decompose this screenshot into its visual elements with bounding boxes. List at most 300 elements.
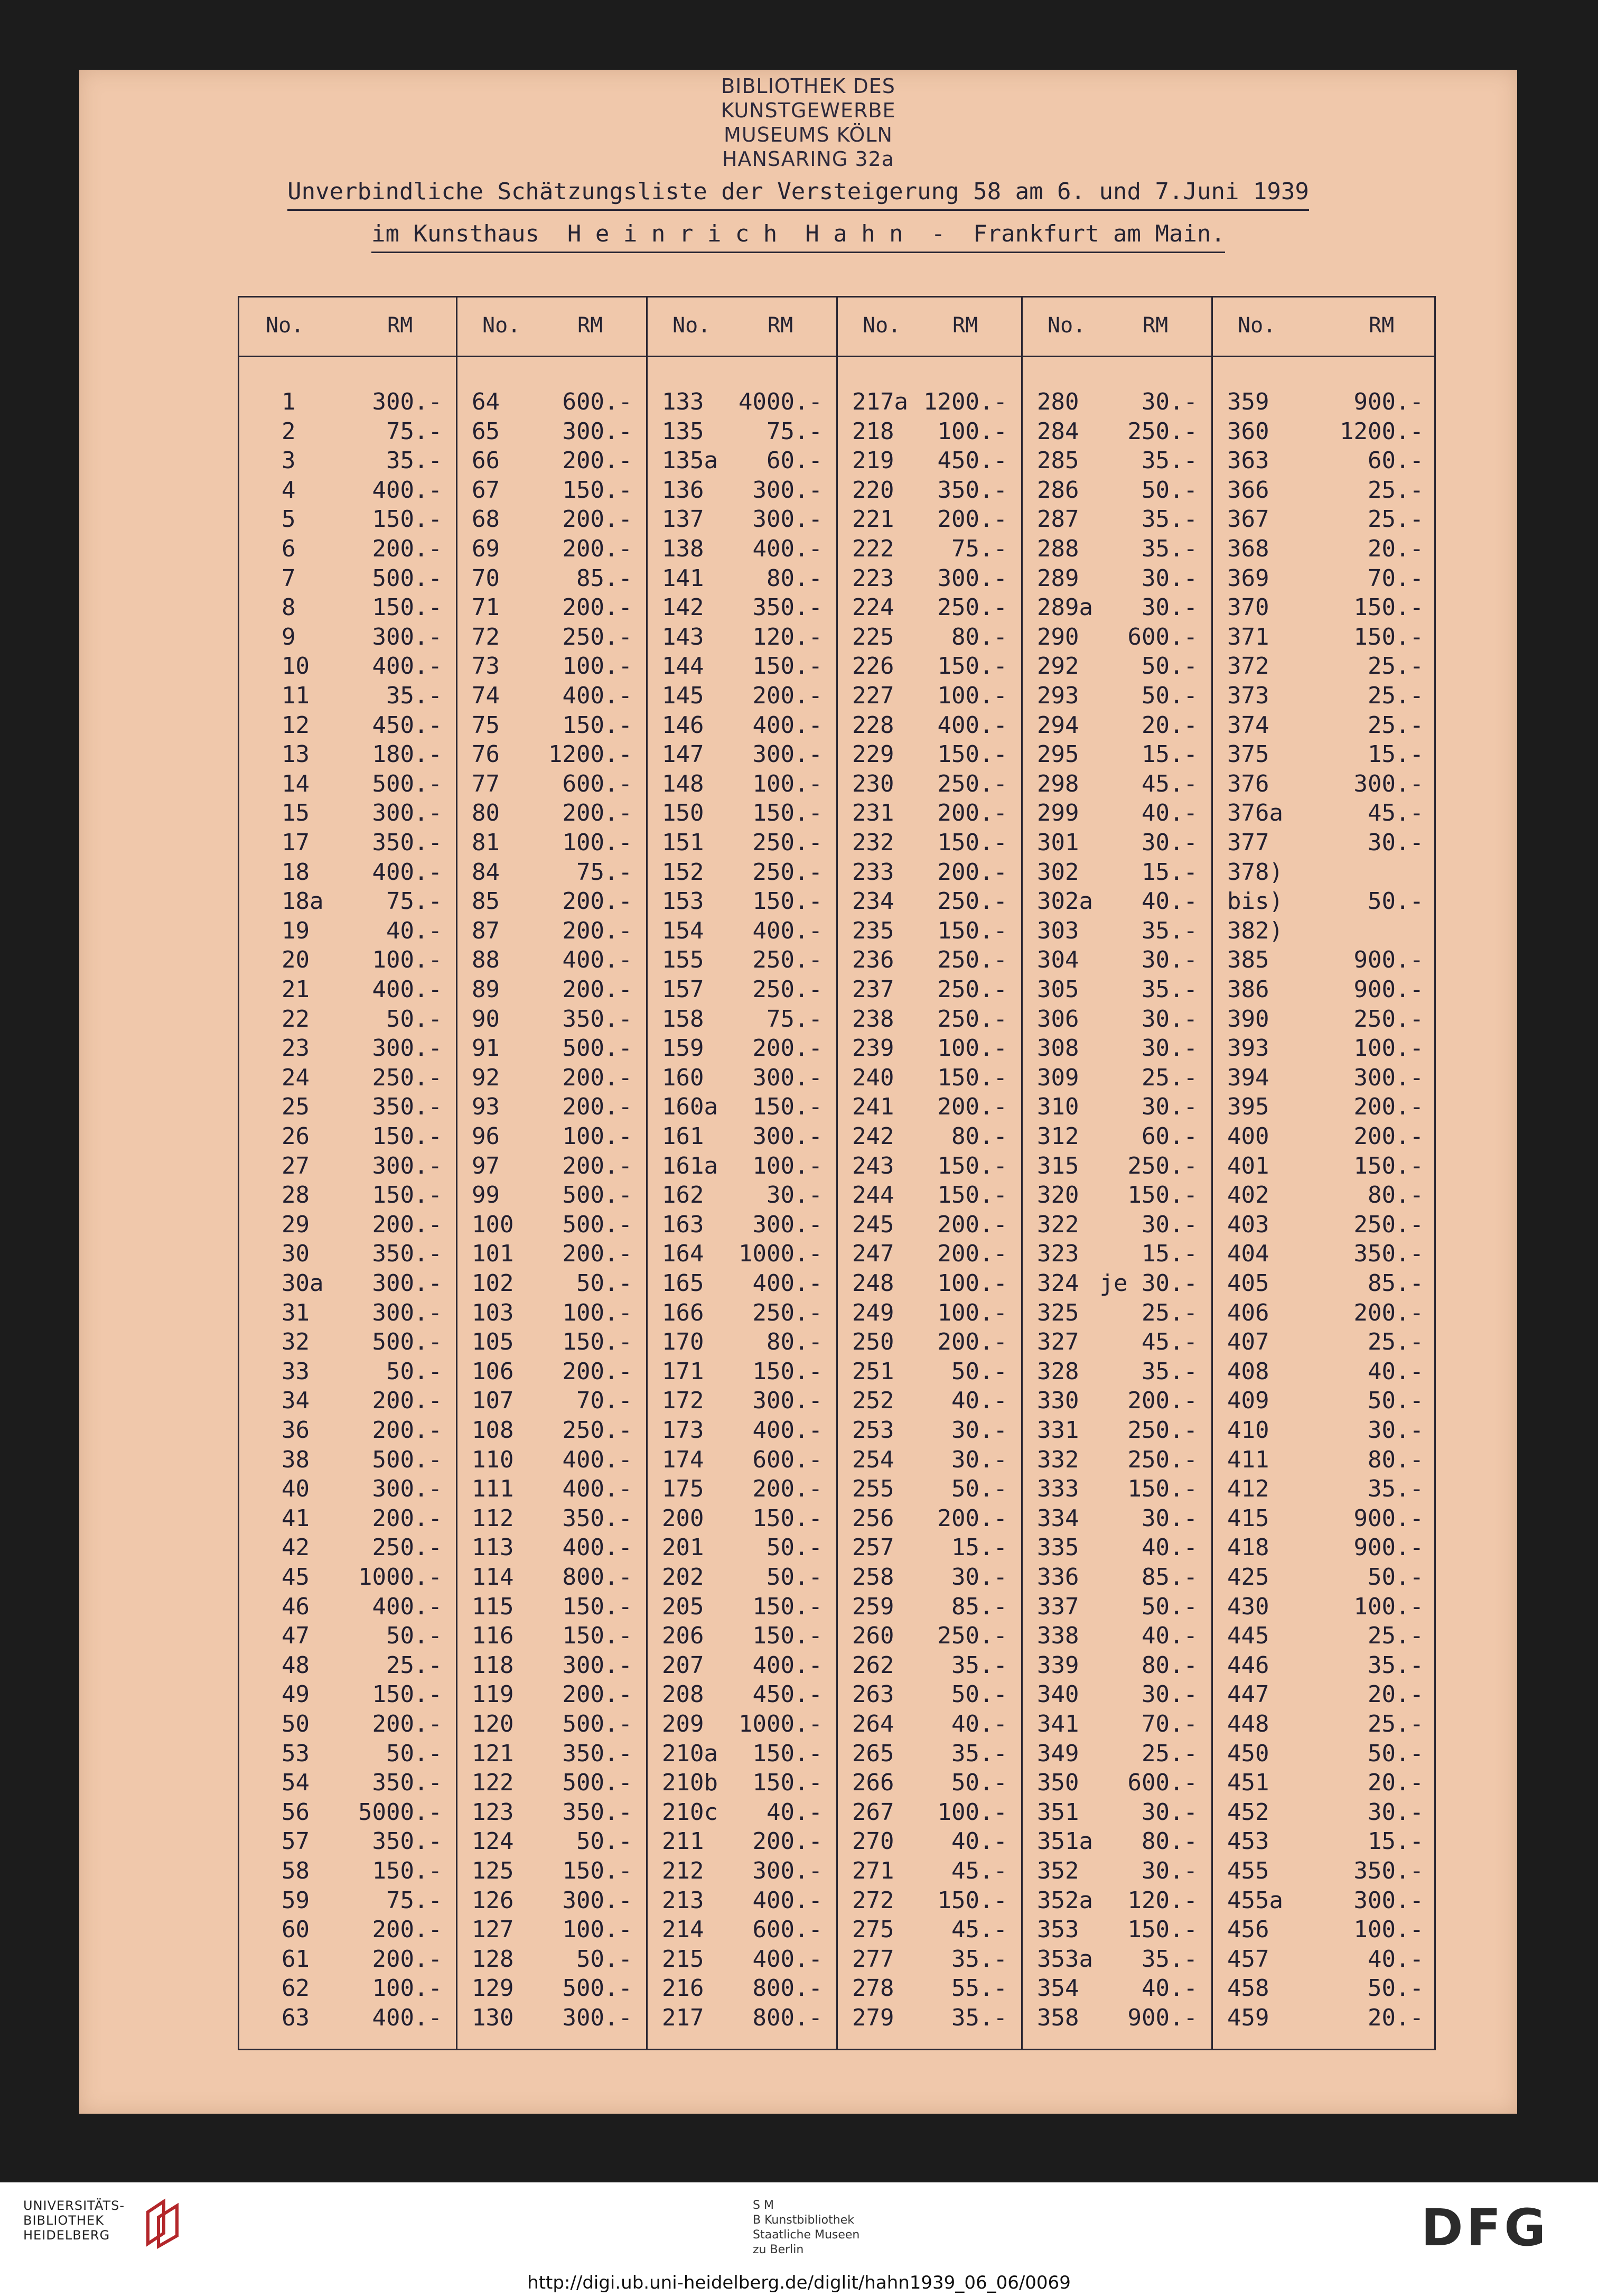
lot-number: 446 bbox=[1227, 1651, 1269, 1679]
lot-number: 81 bbox=[472, 829, 500, 856]
lot-number: 393 bbox=[1227, 1035, 1269, 1062]
stamp-line: HANSARING 32a bbox=[722, 147, 895, 171]
estimate-value: 250.- bbox=[752, 858, 823, 886]
estimate-value: 350.- bbox=[372, 829, 442, 856]
estimate-value: 30.- bbox=[1142, 1005, 1198, 1033]
estimate-value: 60.- bbox=[1142, 1123, 1198, 1150]
lot-number: 76 bbox=[472, 741, 500, 768]
lot-number: 228 bbox=[852, 711, 894, 739]
estimate-value: 400.- bbox=[752, 1417, 823, 1444]
estimate-value: 300.- bbox=[562, 2004, 632, 2031]
lot-number: 6 bbox=[282, 535, 296, 562]
lot-number: 165 bbox=[662, 1270, 704, 1297]
lot-number: 13 bbox=[282, 741, 310, 768]
header-no: No. bbox=[863, 313, 901, 338]
estimate-value: 300.- bbox=[372, 1299, 442, 1326]
column-divider bbox=[836, 298, 838, 2049]
estimate-value: 900.- bbox=[1353, 976, 1424, 1003]
lot-number: 247 bbox=[852, 1240, 894, 1268]
estimate-value: 30.- bbox=[1142, 388, 1198, 415]
estimate-value: 45.- bbox=[1142, 1328, 1198, 1356]
lot-number: 60 bbox=[282, 1916, 310, 1944]
lot-number: 385 bbox=[1227, 946, 1269, 974]
lot-number: 106 bbox=[472, 1358, 514, 1385]
lot-number: 135a bbox=[662, 447, 718, 475]
lot-number: 408 bbox=[1227, 1358, 1269, 1385]
estimate-value: 150.- bbox=[937, 653, 1007, 680]
lot-number: 237 bbox=[852, 976, 894, 1003]
lot-number: 61 bbox=[282, 1945, 310, 1973]
lot-number: 163 bbox=[662, 1211, 704, 1238]
lot-number: 64 bbox=[472, 388, 500, 415]
lot-number: 164 bbox=[662, 1240, 704, 1268]
lot-number: 5 bbox=[282, 506, 296, 533]
lot-number: 410 bbox=[1227, 1417, 1269, 1444]
estimate-value: 40.- bbox=[951, 1387, 1007, 1415]
estimate-value: 25.- bbox=[1368, 682, 1424, 709]
estimate-value: 50.- bbox=[1368, 1564, 1424, 1591]
estimate-value: 150.- bbox=[1353, 1152, 1424, 1179]
lot-number: 175 bbox=[662, 1475, 704, 1503]
lot-number: 378) bbox=[1227, 858, 1283, 886]
lot-number: 287 bbox=[1037, 506, 1079, 533]
estimate-value: 300.- bbox=[372, 623, 442, 650]
lot-number: 152 bbox=[662, 858, 704, 886]
sm-kunstbibliothek-logo bbox=[753, 2198, 859, 2257]
lot-number: 158 bbox=[662, 1005, 704, 1033]
lot-number: 250 bbox=[852, 1328, 894, 1356]
lot-number: 456 bbox=[1227, 1916, 1269, 1944]
estimate-value: 150.- bbox=[752, 1093, 823, 1121]
lot-number: 135 bbox=[662, 417, 704, 445]
lot-number: 34 bbox=[282, 1387, 310, 1415]
estimate-value: 150.- bbox=[372, 1681, 442, 1708]
estimate-value: 20.- bbox=[1368, 535, 1424, 562]
estimate-value: 250.- bbox=[1353, 1005, 1424, 1033]
estimate-value: 100.- bbox=[937, 1798, 1007, 1826]
column-divider bbox=[646, 298, 648, 2049]
lot-number: 264 bbox=[852, 1711, 894, 1737]
lot-number: 119 bbox=[472, 1681, 514, 1708]
lot-number: 457 bbox=[1227, 1945, 1269, 1973]
estimate-value: 200.- bbox=[937, 1240, 1007, 1268]
estimate-value: 300.- bbox=[372, 800, 442, 827]
lot-number: 455a bbox=[1227, 1886, 1283, 1914]
estimate-value: 200.- bbox=[937, 858, 1007, 886]
estimate-value: 15.- bbox=[1142, 858, 1198, 886]
estimate-value: 180.- bbox=[372, 741, 442, 768]
lot-number: 331 bbox=[1037, 1417, 1079, 1444]
lot-number: 121 bbox=[472, 1740, 514, 1767]
lot-number: 280 bbox=[1037, 388, 1079, 415]
lot-number: 233 bbox=[852, 858, 894, 886]
lot-number: 133 bbox=[662, 388, 704, 415]
lot-number: 214 bbox=[662, 1916, 704, 1944]
estimate-value: 200.- bbox=[562, 1064, 632, 1091]
footer-bar bbox=[0, 2182, 1598, 2296]
estimate-value: 50.- bbox=[1142, 653, 1198, 680]
estimate-value: 350.- bbox=[937, 476, 1007, 504]
estimate-value: 500.- bbox=[562, 1211, 632, 1238]
estimate-value: 30.- bbox=[1368, 829, 1424, 856]
estimate-value: 150.- bbox=[372, 1182, 442, 1209]
lot-number: 372 bbox=[1227, 653, 1269, 680]
lot-number: 77 bbox=[472, 770, 500, 797]
estimate-value: 150.- bbox=[562, 711, 632, 739]
lot-number: 404 bbox=[1227, 1240, 1269, 1268]
stamp-line: KUNSTGEWERBE bbox=[721, 99, 896, 122]
lot-number: 112 bbox=[472, 1504, 514, 1532]
lot-number: 21 bbox=[282, 976, 310, 1003]
estimate-value: 35.- bbox=[951, 2004, 1007, 2031]
header-no: No. bbox=[266, 313, 304, 338]
estimate-value: 250.- bbox=[937, 946, 1007, 974]
estimate-value: 350.- bbox=[372, 1093, 442, 1121]
sm-line: Staatliche Museen bbox=[753, 2228, 860, 2242]
lot-number: 88 bbox=[472, 946, 500, 974]
estimate-value: 200.- bbox=[752, 1475, 823, 1503]
estimate-value: 200.- bbox=[562, 506, 632, 533]
estimate-value: 200.- bbox=[1353, 1123, 1424, 1150]
lot-number: 240 bbox=[852, 1064, 894, 1091]
estimate-value: 150.- bbox=[937, 917, 1007, 944]
lot-number: 242 bbox=[852, 1123, 894, 1150]
estimate-value: 100.- bbox=[937, 1299, 1007, 1326]
lot-number: 211 bbox=[662, 1828, 704, 1855]
lot-number: 216 bbox=[662, 1975, 704, 2002]
estimate-value: 200.- bbox=[372, 1417, 442, 1444]
lot-number: 105 bbox=[472, 1328, 514, 1356]
estimate-value: 50.- bbox=[951, 1358, 1007, 1385]
estimate-value: 350.- bbox=[562, 1740, 632, 1767]
lot-number: 295 bbox=[1037, 741, 1079, 768]
estimate-value: 50.- bbox=[386, 1740, 442, 1767]
lot-number: 14 bbox=[282, 770, 310, 797]
lot-number: 24 bbox=[282, 1064, 310, 1091]
estimate-value: 200.- bbox=[937, 800, 1007, 827]
lot-number: 406 bbox=[1227, 1299, 1269, 1326]
lot-number: 298 bbox=[1037, 770, 1079, 797]
lot-number: 368 bbox=[1227, 535, 1269, 562]
estimate-value: 200.- bbox=[372, 1945, 442, 1973]
lot-number: 72 bbox=[472, 623, 500, 650]
lot-number: 123 bbox=[472, 1798, 514, 1826]
lot-number: 301 bbox=[1037, 829, 1079, 856]
header-rm: RM bbox=[952, 313, 978, 338]
lot-number: 30a bbox=[282, 1270, 324, 1297]
estimate-value: 150.- bbox=[937, 1182, 1007, 1209]
lot-number: 9 bbox=[282, 623, 296, 650]
lot-number: 265 bbox=[852, 1740, 894, 1767]
estimate-value: 100.- bbox=[562, 829, 632, 856]
estimate-value: 45.- bbox=[951, 1857, 1007, 1884]
estimate-value: 100.- bbox=[372, 1975, 442, 2002]
lot-number: 84 bbox=[472, 858, 500, 886]
university-emblem-icon bbox=[143, 2196, 190, 2249]
estimate-value: 350.- bbox=[372, 1769, 442, 1797]
lot-number: 209 bbox=[662, 1711, 704, 1737]
lot-number: 270 bbox=[852, 1828, 894, 1855]
estimate-value: 40.- bbox=[1142, 1975, 1198, 2002]
lot-number: 108 bbox=[472, 1417, 514, 1444]
estimate-value: 250.- bbox=[937, 976, 1007, 1003]
estimate-value: 120.- bbox=[752, 623, 823, 650]
lot-number: 359 bbox=[1227, 388, 1269, 415]
lot-number: 144 bbox=[662, 653, 704, 680]
lot-number: 223 bbox=[852, 564, 894, 592]
estimate-value: 70.- bbox=[1368, 564, 1424, 592]
estimate-value: 150.- bbox=[752, 653, 823, 680]
estimate-value: 150.- bbox=[752, 1358, 823, 1385]
lot-number: 171 bbox=[662, 1358, 704, 1385]
lot-number: 66 bbox=[472, 447, 500, 475]
lot-number: 394 bbox=[1227, 1064, 1269, 1091]
estimate-value: 200.- bbox=[562, 976, 632, 1003]
lot-number: 244 bbox=[852, 1182, 894, 1209]
lot-number: 130 bbox=[472, 2004, 514, 2031]
lot-number: 376 bbox=[1227, 770, 1269, 797]
column-divider bbox=[1211, 298, 1213, 2049]
lot-number: 50 bbox=[282, 1711, 310, 1737]
estimate-value: 350.- bbox=[562, 1005, 632, 1033]
estimate-value: 900.- bbox=[1127, 2004, 1198, 2031]
estimate-value: 300.- bbox=[752, 1211, 823, 1238]
lot-number: 212 bbox=[662, 1857, 704, 1884]
estimate-value: 30.- bbox=[1142, 594, 1198, 621]
lot-number: 206 bbox=[662, 1622, 704, 1650]
lot-number: 10 bbox=[282, 653, 310, 680]
lot-number: 71 bbox=[472, 594, 500, 621]
estimate-value: 250.- bbox=[752, 946, 823, 974]
estimate-value: 35.- bbox=[1368, 1651, 1424, 1679]
lot-number: 382) bbox=[1227, 917, 1283, 944]
lot-number: 17 bbox=[282, 829, 310, 856]
document-title bbox=[79, 178, 1517, 205]
lot-number: 267 bbox=[852, 1798, 894, 1826]
lot-number: 289a bbox=[1037, 594, 1093, 621]
estimate-value: 400.- bbox=[752, 1886, 823, 1914]
estimate-value: 75.- bbox=[386, 1886, 442, 1914]
lot-number: 335 bbox=[1037, 1534, 1079, 1561]
estimate-value: 50.- bbox=[576, 1828, 632, 1855]
estimate-value: 35.- bbox=[1142, 1945, 1198, 1973]
lot-number: 23 bbox=[282, 1035, 310, 1062]
estimate-value: 35.- bbox=[951, 1651, 1007, 1679]
lot-number: 154 bbox=[662, 917, 704, 944]
lot-number: 275 bbox=[852, 1916, 894, 1944]
lot-number: 138 bbox=[662, 535, 704, 562]
estimate-value: 300.- bbox=[752, 741, 823, 768]
estimate-value: 200.- bbox=[562, 594, 632, 621]
lot-number: 115 bbox=[472, 1593, 514, 1620]
lot-number: 155 bbox=[662, 946, 704, 974]
lot-number: 80 bbox=[472, 800, 500, 827]
lot-number: 221 bbox=[852, 506, 894, 533]
lot-number: 73 bbox=[472, 653, 500, 680]
estimate-value: 400.- bbox=[562, 1446, 632, 1473]
lot-number: 258 bbox=[852, 1564, 894, 1591]
lot-number: 304 bbox=[1037, 946, 1079, 974]
estimate-value: 600.- bbox=[562, 388, 632, 415]
estimate-value: 400.- bbox=[752, 535, 823, 562]
estimate-value: 40.- bbox=[1368, 1358, 1424, 1385]
lot-number: 67 bbox=[472, 476, 500, 504]
lot-number: 425 bbox=[1227, 1564, 1269, 1591]
lot-number: 315 bbox=[1037, 1152, 1079, 1179]
estimate-value: 100.- bbox=[1353, 1593, 1424, 1620]
estimate-value: 75.- bbox=[767, 1005, 823, 1033]
estimate-value: 200.- bbox=[752, 1828, 823, 1855]
lot-number: 249 bbox=[852, 1299, 894, 1326]
header-no: No. bbox=[1238, 313, 1276, 338]
estimate-value: 50.- bbox=[1368, 888, 1424, 915]
estimate-value: 70.- bbox=[576, 1387, 632, 1415]
estimate-value: 400.- bbox=[372, 1593, 442, 1620]
column-divider bbox=[1021, 298, 1023, 2049]
estimate-value: 250.- bbox=[937, 1622, 1007, 1650]
lot-number: 40 bbox=[282, 1475, 310, 1503]
estimate-value: 25.- bbox=[1368, 476, 1424, 504]
lot-number: 18a bbox=[282, 888, 324, 915]
estimate-value: 50.- bbox=[767, 1534, 823, 1561]
lot-number: 30 bbox=[282, 1240, 310, 1268]
estimate-value: 150.- bbox=[937, 1152, 1007, 1179]
estimate-value: 50.- bbox=[1142, 682, 1198, 709]
estimate-value: 250.- bbox=[752, 829, 823, 856]
estimate-value: 300.- bbox=[1353, 1064, 1424, 1091]
estimate-value: 250.- bbox=[1127, 1152, 1198, 1179]
lot-number: 290 bbox=[1037, 623, 1079, 650]
lot-number: 251 bbox=[852, 1358, 894, 1385]
lot-number: 116 bbox=[472, 1622, 514, 1650]
lot-number: 351a bbox=[1037, 1828, 1093, 1855]
estimate-value: 900.- bbox=[1353, 1504, 1424, 1532]
lot-number: 252 bbox=[852, 1387, 894, 1415]
sm-line: B Kunstbibliothek bbox=[753, 2214, 854, 2227]
lot-number: 224 bbox=[852, 594, 894, 621]
estimate-value: 80.- bbox=[1368, 1182, 1424, 1209]
estimate-value: 200.- bbox=[937, 1093, 1007, 1121]
estimate-value: 150.- bbox=[562, 1593, 632, 1620]
lot-number: 137 bbox=[662, 506, 704, 533]
lot-number: 150 bbox=[662, 800, 704, 827]
header-no: No. bbox=[482, 313, 521, 338]
estimate-value: 25.- bbox=[1142, 1299, 1198, 1326]
lot-number: 161 bbox=[662, 1123, 704, 1150]
estimate-value: 75.- bbox=[951, 535, 1007, 562]
lot-number: 293 bbox=[1037, 682, 1079, 709]
lot-number: 330 bbox=[1037, 1387, 1079, 1415]
estimate-value: 300.- bbox=[752, 1387, 823, 1415]
estimate-value: 150.- bbox=[1127, 1475, 1198, 1503]
lot-number: 260 bbox=[852, 1622, 894, 1650]
lot-number: 146 bbox=[662, 711, 704, 739]
lot-number: 127 bbox=[472, 1916, 514, 1944]
lot-number: 370 bbox=[1227, 594, 1269, 621]
lot-number: 367 bbox=[1227, 506, 1269, 533]
estimate-value: 400.- bbox=[562, 1534, 632, 1561]
lot-number: 202 bbox=[662, 1564, 704, 1591]
lot-number: 401 bbox=[1227, 1152, 1269, 1179]
estimate-value: 100.- bbox=[752, 1152, 823, 1179]
lot-number: 12 bbox=[282, 711, 310, 739]
sm-line: S M bbox=[753, 2199, 774, 2212]
estimate-value: 200.- bbox=[1127, 1387, 1198, 1415]
estimate-value: 200.- bbox=[372, 1504, 442, 1532]
estimate-value: 1200.- bbox=[548, 741, 632, 768]
lot-number: 100 bbox=[472, 1211, 514, 1238]
title-line-1: Unverbindliche Schätzungsliste der Versteigerung 58 am 6. und 7.Juni 1939 bbox=[287, 178, 1309, 211]
estimate-value: 350.- bbox=[1353, 1240, 1424, 1268]
lot-number: 284 bbox=[1037, 417, 1079, 445]
lot-number: 328 bbox=[1037, 1358, 1079, 1385]
lot-number: 31 bbox=[282, 1299, 310, 1326]
lot-number: 306 bbox=[1037, 1005, 1079, 1033]
estimate-value: 30.- bbox=[1142, 1798, 1198, 1826]
estimate-value: 250.- bbox=[372, 1064, 442, 1091]
estimate-value: 200.- bbox=[562, 1681, 632, 1708]
lot-number: 74 bbox=[472, 682, 500, 709]
lot-number: 20 bbox=[282, 946, 310, 974]
lot-number: 89 bbox=[472, 976, 500, 1003]
lot-number: 126 bbox=[472, 1886, 514, 1914]
lot-number: 263 bbox=[852, 1681, 894, 1708]
lot-number: 218 bbox=[852, 417, 894, 445]
lot-number: 238 bbox=[852, 1005, 894, 1033]
lot-number: 120 bbox=[472, 1711, 514, 1737]
estimate-value: 50.- bbox=[1368, 1387, 1424, 1415]
estimate-value: 35.- bbox=[951, 1945, 1007, 1973]
lot-number: 210b bbox=[662, 1769, 718, 1797]
estimate-value: 50.- bbox=[951, 1475, 1007, 1503]
lot-number: 333 bbox=[1037, 1475, 1079, 1503]
lot-number: 124 bbox=[472, 1828, 514, 1855]
lot-number: 452 bbox=[1227, 1798, 1269, 1826]
lot-number: 310 bbox=[1037, 1093, 1079, 1121]
estimate-value: 400.- bbox=[372, 976, 442, 1003]
estimate-value: 15.- bbox=[1142, 1240, 1198, 1268]
lot-number: 395 bbox=[1227, 1093, 1269, 1121]
estimate-value: 25.- bbox=[1368, 1711, 1424, 1737]
estimate-value: 20.- bbox=[1368, 1681, 1424, 1708]
lot-number: 236 bbox=[852, 946, 894, 974]
estimate-value: 500.- bbox=[562, 1035, 632, 1062]
estimate-value: 150.- bbox=[752, 1504, 823, 1532]
lot-number: 205 bbox=[662, 1593, 704, 1620]
estimate-value: 45.- bbox=[1142, 770, 1198, 797]
estimate-value: 300.- bbox=[752, 506, 823, 533]
lot-number: 27 bbox=[282, 1152, 310, 1179]
estimate-value: 500.- bbox=[562, 1711, 632, 1737]
estimate-value: 200.- bbox=[752, 682, 823, 709]
estimate-value: 30.- bbox=[1368, 1798, 1424, 1826]
estimate-value: 70.- bbox=[1142, 1711, 1198, 1737]
source-url[interactable]: http://digi.ub.uni-heidelberg.de/diglit/hahn1939_06_06/0069 bbox=[527, 2272, 1071, 2293]
estimate-value: 250.- bbox=[372, 1534, 442, 1561]
lot-number: 354 bbox=[1037, 1975, 1079, 2002]
lot-number: 226 bbox=[852, 653, 894, 680]
lot-number: 259 bbox=[852, 1593, 894, 1620]
estimate-value: 200.- bbox=[372, 535, 442, 562]
estimate-value: 50.- bbox=[576, 1945, 632, 1973]
lot-number: 405 bbox=[1227, 1270, 1269, 1297]
lot-number: 412 bbox=[1227, 1475, 1269, 1503]
estimate-value: 25.- bbox=[1368, 711, 1424, 739]
lot-number: 337 bbox=[1037, 1593, 1079, 1620]
estimate-value: 80.- bbox=[951, 1123, 1007, 1150]
lot-number: 129 bbox=[472, 1975, 514, 2002]
header-rm: RM bbox=[387, 313, 413, 338]
